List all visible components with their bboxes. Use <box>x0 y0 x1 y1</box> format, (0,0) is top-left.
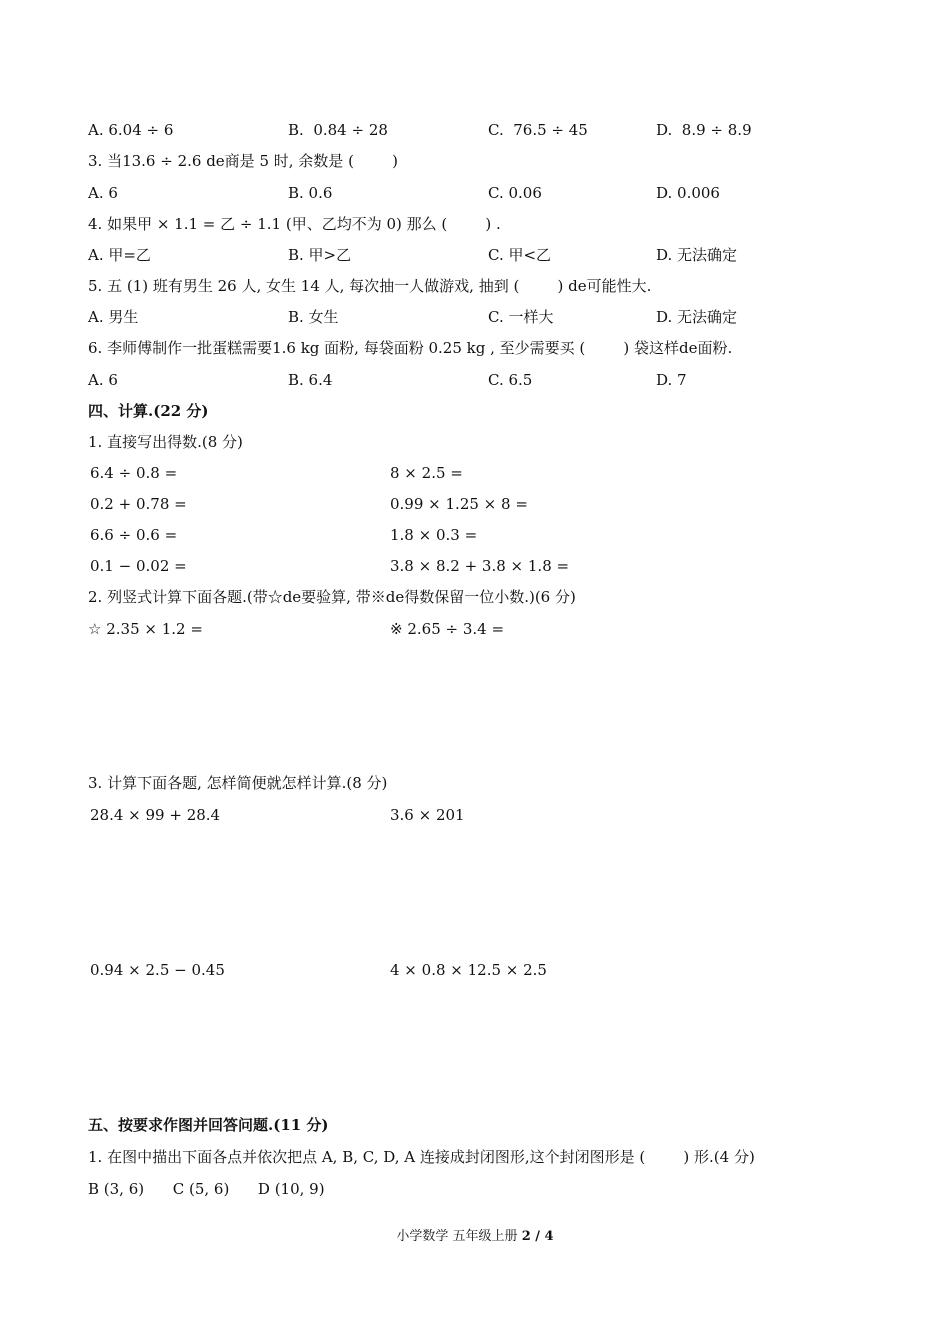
section5-p1: 1. 在图中描出下面各点并依次把点 A, B, C, D, A 连接成封闭图形,这个封闭图形是 ( ) 形.(4 分) <box>88 1148 755 1166</box>
q5-stem: 5. 五 (1) 班有男生 26 人, 女生 14 人, 每次抽一人做游戏, 抽到 ( ) de可能性大. <box>88 277 652 295</box>
q2-option-a: A. 6.04 ÷ 6 <box>88 121 174 139</box>
calc-row <box>0 492 950 516</box>
q5-option-d: D. 无法确定 <box>656 308 738 326</box>
q2-options <box>0 118 950 142</box>
calc-right: 1.8 × 0.3 = <box>390 526 478 544</box>
q6-option-a: A. 6 <box>88 371 118 389</box>
page-number: 2 / 4 <box>521 1229 554 1244</box>
section4-p1-title: 1. 直接写出得数.(8 分) <box>88 433 243 451</box>
q3-option-b: B. 0.6 <box>288 184 333 202</box>
simplify-left: 28.4 × 99 + 28.4 <box>90 806 221 824</box>
simplify-right: 3.6 × 201 <box>390 806 465 824</box>
q2-option-d: D. 8.9 ÷ 8.9 <box>656 121 752 139</box>
calc-row <box>0 523 950 547</box>
q3-stem: 3. 当13.6 ÷ 2.6 de商是 5 时, 余数是 ( ) <box>88 152 398 170</box>
simplify-right: 4 × 0.8 × 12.5 × 2.5 <box>390 961 547 979</box>
simplify-row-2 <box>0 958 950 982</box>
section5-points: B (3, 6) C (5, 6) D (10, 9) <box>88 1180 325 1198</box>
calc-row <box>0 461 950 485</box>
q4-options <box>0 243 950 267</box>
q5-option-b: B. 女生 <box>288 308 339 326</box>
simplify-left: 0.94 × 2.5 − 0.45 <box>90 961 225 979</box>
calc-right: 0.99 × 1.25 × 8 = <box>390 495 528 513</box>
footer-text: 小学数学 五年级上册 <box>396 1229 522 1244</box>
q3-options <box>0 181 950 205</box>
section4-title: 四、计算.(22 分) <box>88 402 209 420</box>
calc-left: 6.6 ÷ 0.6 = <box>90 526 178 544</box>
calc-row <box>0 554 950 578</box>
q4-option-a: A. 甲=乙 <box>88 246 151 264</box>
q5-options <box>0 305 950 329</box>
q6-stem: 6. 李师傅制作一批蛋糕需要1.6 kg 面粉, 每袋面粉 0.25 kg , 至少需要买 ( ) 袋这样de面粉. <box>88 339 733 357</box>
q4-option-b: B. 甲>乙 <box>288 246 352 264</box>
section4-p2-title: 2. 列竖式计算下面各题.(带☆de要验算, 带※de得数保留一位小数.)(6 分) <box>88 588 576 606</box>
q4-option-c: C. 甲<乙 <box>488 246 552 264</box>
calc-left: 0.2 + 0.78 = <box>90 495 187 513</box>
q2-option-c: C. 76.5 ÷ 45 <box>488 121 588 139</box>
q5-option-c: C. 一样大 <box>488 308 554 326</box>
page-footer <box>0 1226 950 1248</box>
calc-left: 6.4 ÷ 0.8 = <box>90 464 178 482</box>
section4-p3-title: 3. 计算下面各题, 怎样简便就怎样计算.(8 分) <box>88 774 388 792</box>
simplify-row-1 <box>0 803 950 827</box>
q5-option-a: A. 男生 <box>88 308 139 326</box>
q3-option-a: A. 6 <box>88 184 118 202</box>
vertical-calc-left: ☆ 2.35 × 1.2 = <box>88 620 203 638</box>
q6-option-c: C. 6.5 <box>488 371 533 389</box>
q3-option-c: C. 0.06 <box>488 184 542 202</box>
q4-stem: 4. 如果甲 × 1.1 = 乙 ÷ 1.1 (甲、乙均不为 0) 那么 ( ) . <box>88 215 501 233</box>
q6-options <box>0 368 950 392</box>
q6-option-d: D. 7 <box>656 371 687 389</box>
section5-title: 五、按要求作图并回答问题.(11 分) <box>88 1116 329 1134</box>
calc-left: 0.1 − 0.02 = <box>90 557 187 575</box>
calc-right: 3.8 × 8.2 + 3.8 × 1.8 = <box>390 557 570 575</box>
q3-option-d: D. 0.006 <box>656 184 720 202</box>
vertical-calc-right: ※ 2.65 ÷ 3.4 = <box>390 620 505 638</box>
q4-option-d: D. 无法确定 <box>656 246 738 264</box>
q6-option-b: B. 6.4 <box>288 371 333 389</box>
q2-option-b: B. 0.84 ÷ 28 <box>288 121 388 139</box>
vertical-calc-row <box>0 617 950 641</box>
calc-right: 8 × 2.5 = <box>390 464 463 482</box>
